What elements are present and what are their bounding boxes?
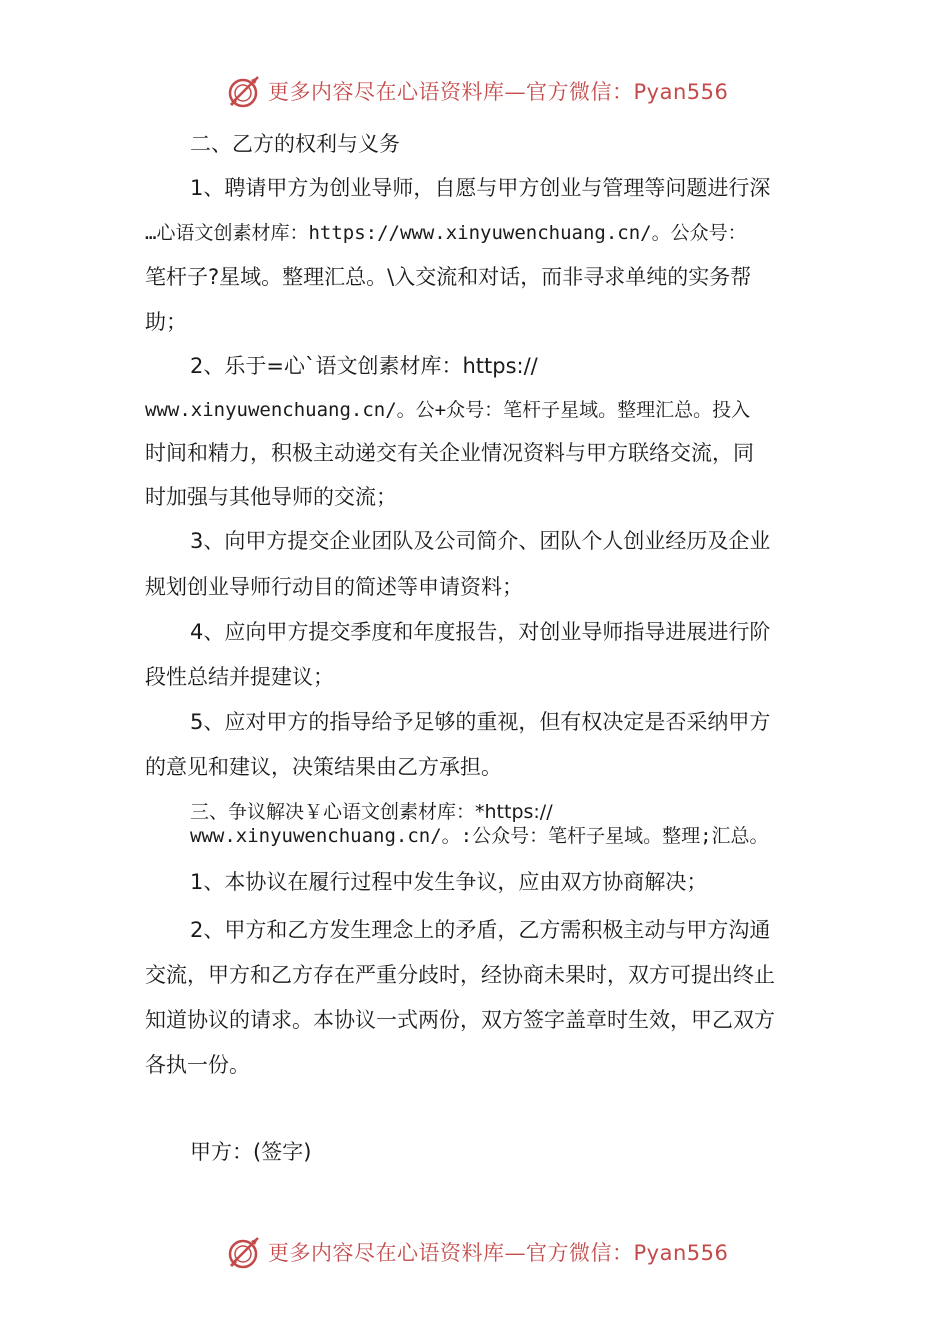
item3-line1: 3、向甲方提交企业团队及公司简介、团队个人创业经历及企业 xyxy=(190,529,771,553)
item2-line3: 时间和精力，积极主动递交有关企业情况资料与甲方联络交流，同 xyxy=(145,441,754,465)
watermark-wechat-id: Pyan556 xyxy=(633,80,729,104)
brand-logo-icon xyxy=(225,72,265,112)
item1-line3: 笔杆子?星域。整理汇总。\入交流和对话，而非寻求单纯的实务帮 xyxy=(145,265,752,289)
watermark-wechat-label: 官方微信： xyxy=(526,80,634,104)
item1-line4: 助； xyxy=(145,310,187,334)
s3-item2-line2: 交流，甲方和乙方存在严重分歧时，经协商未果时，双方可提出终止 xyxy=(145,963,775,987)
watermark-brand: 更多内容尽在心语资料库 xyxy=(268,80,505,104)
item2-line4: 时加强与其他导师的交流； xyxy=(145,485,397,509)
watermark-header xyxy=(0,72,950,112)
watermark-dash: — xyxy=(504,1241,526,1265)
item2-line2: www.xinyuwenchuang.cn/。公+众号：笔杆子星域。整理汇总。投入 xyxy=(145,399,751,421)
section3-line2: www.xinyuwenchuang.cn/。:公众号：笔杆子星域。整理;汇总。 xyxy=(190,825,769,847)
watermark-dash: — xyxy=(504,80,526,104)
section2-title: 二、乙方的权利与义务 xyxy=(190,132,400,156)
item1-line1: 1、聘请甲方为创业导师，自愿与甲方创业与管理等问题进行深 xyxy=(190,176,771,200)
item4-line1: 4、应向甲方提交季度和年度报告，对创业导师指导进展进行阶 xyxy=(190,620,771,644)
item5-line2: 的意见和建议，决策结果由乙方承担。 xyxy=(145,755,502,779)
item2-line1: 2、乐于=心`语文创素材库：https:// xyxy=(190,354,538,378)
watermark-text xyxy=(268,78,728,106)
item4-line2: 段性总结并提建议； xyxy=(145,665,334,689)
item3-line2: 规划创业导师行动目的简述等申请资料； xyxy=(145,575,523,599)
s3-item2-line1: 2、甲方和乙方发生理念上的矛盾，乙方需积极主动与甲方沟通 xyxy=(190,918,771,942)
item1-line2: …心语文创素材库：https://www.xinyuwenchuang.cn/。公众号： xyxy=(145,222,747,244)
watermark-footer xyxy=(0,1233,950,1273)
signature-party-a: 甲方：(签字) xyxy=(190,1140,312,1164)
item5-line1: 5、应对甲方的指导给予足够的重视，但有权决定是否采纳甲方 xyxy=(190,710,771,734)
brand-logo-icon xyxy=(225,1233,265,1273)
watermark-brand: 更多内容尽在心语资料库 xyxy=(268,1241,505,1265)
s3-item1: 1、本协议在履行过程中发生争议，应由双方协商解决； xyxy=(190,870,708,894)
watermark-text xyxy=(268,1239,728,1267)
watermark-wechat-label: 官方微信： xyxy=(526,1241,634,1265)
watermark-wechat-id: Pyan556 xyxy=(633,1241,729,1265)
section3-line1: 三、争议解决￥心语文创素材库：*https:// xyxy=(190,801,553,823)
s3-item2-line4: 各执一份。 xyxy=(145,1053,250,1077)
s3-item2-line3: 知道协议的请求。本协议一式两份，双方签字盖章时生效，甲乙双方 xyxy=(145,1008,775,1032)
